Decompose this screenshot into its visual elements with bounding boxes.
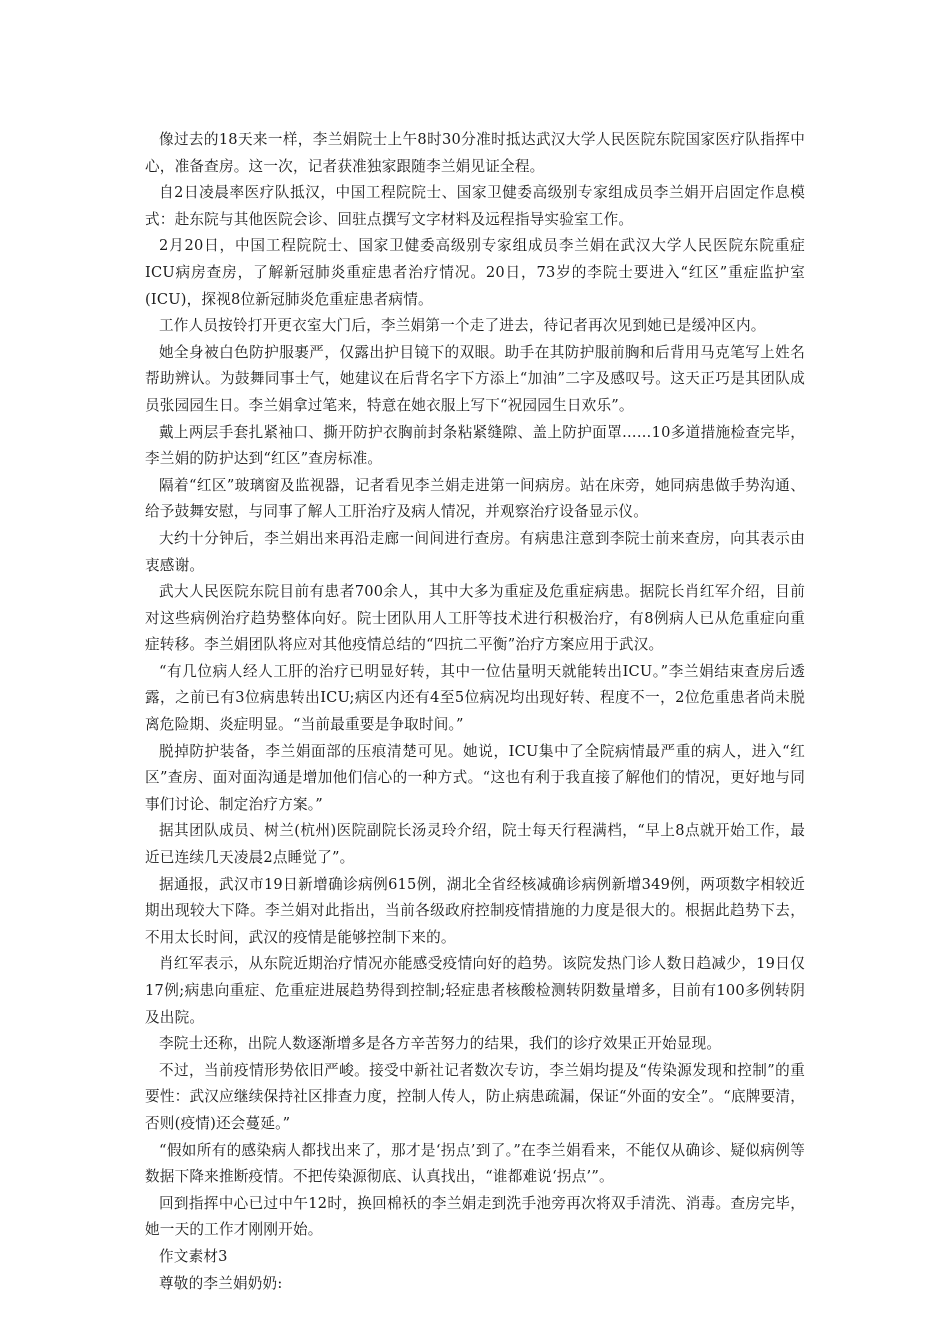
paragraph-5: 她全身被白色防护服裹严，仅露出护目镜下的双眼。助手在其防护服前胸和后背用马克笔写上姓名帮助辨认。为鼓舞同事士气，她建议在后背名字下方添上“加油”二字及感叹号。这天正巧是其团队成员张园园生日。李兰娟拿过笔来，特意在她衣服上写下“祝园园生日欢乐”。 bbox=[145, 343, 805, 414]
paragraph-9: 武大人民医院东院目前有患者700余人，其中大多为重症及危重症病患。据院长肖红军介绍，目前对这些病例治疗趋势整体向好。院士团队用人工肝等技术进行积极治疗，有8例病人已从危重症向重症转移。李兰娟团队将应对其他疫情总结的“四抗二平衡”治疗方案应用于武汉。 bbox=[145, 583, 805, 654]
paragraph-11: 脱掉防护装备，李兰娟面部的压痕清楚可见。她说，ICU集中了全院病情最严重的病人，进入“红区”查房、面对面沟通是增加他们信心的一种方式。“这也有利于我直接了解他们的情况，更好地与同事们讨论、制定治疗方案。” bbox=[145, 742, 805, 813]
paragraph-10: “有几位病人经人工肝的治疗已明显好转，其中一位估量明天就能转出ICU。”李兰娟结束查房后透露，之前已有3位病患转出ICU;病区内还有4至5位病况均出现好转、程度不一，2位危重患者尚未脱离危险期、炎症明显。“当前最重要是争取时间。” bbox=[145, 662, 805, 734]
paragraph-4: 工作人员按铃打开更衣室大门后，李兰娟第一个走了进去，待记者再次见到她已是缓冲区内。 bbox=[159, 317, 766, 335]
article-body bbox=[145, 127, 805, 1297]
section-heading: 作文素材3 bbox=[159, 1247, 228, 1265]
paragraph-2: 自2日凌晨率医疗队抵汉，中国工程院院士、国家卫健委高级别专家组成员李兰娟开启固定作息模式：赴东院与其他医院会诊、回驻点撰写文字材料及远程指导实验室工作。 bbox=[145, 184, 805, 228]
paragraph-3: 2月20日，中国工程院院士、国家卫健委高级别专家组成员李兰娟在武汉大学人民医院东院重症ICU病房查房，了解新冠肺炎重症患者治疗情况。20日，73岁的李院士要进入“红区”重症监护室(ICU)，探视8位新冠肺炎危重症患者病情。 bbox=[145, 237, 805, 308]
paragraph-6: 戴上两层手套扎紧袖口、撕开防护衣胸前封条粘紧缝隙、盖上防护面罩……10多道措施检查完毕，李兰娟的防护达到“红区”查房标准。 bbox=[145, 423, 805, 468]
paragraph-12: 据其团队成员、树兰(杭州)医院副院长汤灵玲介绍，院士每天行程满档，“早上8点就开始工作，最近已连续几天凌晨2点睡觉了”。 bbox=[145, 822, 805, 867]
paragraph-16: 不过，当前疫情形势依旧严峻。接受中新社记者数次专访，李兰娟均提及“传染源发现和控制”的重要性：武汉应继续保持社区排查力度，控制人传人，防止病患疏漏，保证“外面的安全”。“底牌要清，否则(疫情)还会蔓延。” bbox=[145, 1061, 805, 1132]
paragraph-15: 李院士还称，出院人数逐渐增多是各方辛苦努力的结果，我们的诊疗效果正开始显现。 bbox=[159, 1035, 722, 1053]
paragraph-17: “假如所有的感染病人都找出来了，那才是‘拐点’到了。”在李兰娟看来，不能仅从确诊、疑似病例等数据下降来推断疫情。不把传染源彻底、认真找出，“谁都难说‘拐点’”。 bbox=[145, 1141, 805, 1186]
paragraph-1: 像过去的18天来一样，李兰娟院士上午8时30分准时抵达武汉大学人民医院东院国家医疗队指挥中心，准备查房。这一次，记者获准独家跟随李兰娟见证全程。 bbox=[145, 131, 805, 175]
paragraph-18: 回到指挥中心已过中午12时，换回棉袄的李兰娟走到洗手池旁再次将双手清洗、消毒。查房完毕，她一天的工作才刚刚开始。 bbox=[145, 1194, 805, 1239]
letter-salutation: 尊敬的李兰娟奶奶: bbox=[159, 1274, 283, 1292]
paragraph-14: 肖红军表示，从东院近期治疗情况亦能感受疫情向好的趋势。该院发热门诊人数日趋减少，19日仅17例;病患向重症、危重症进展趋势得到控制;轻症患者核酸检测转阴数量增多，目前有100多例转阴及出院。 bbox=[145, 955, 805, 1026]
paragraph-8: 大约十分钟后，李兰娟出来再沿走廊一间间进行查房。有病患注意到李院士前来查房，向其表示由衷感谢。 bbox=[145, 529, 805, 574]
paragraph-7: 隔着“红区”玻璃窗及监视器，记者看见李兰娟走进第一间病房。站在床旁，她同病患做手势沟通、给予鼓舞安慰，与同事了解人工肝治疗及病人情况，并观察治疗设备显示仪。 bbox=[145, 476, 805, 521]
paragraph-13: 据通报，武汉市19日新增确诊病例615例，湖北全省经核减确诊病例新增349例，两项数字相较近期出现较大下降。李兰娟对此指出，当前各级政府控制疫情措施的力度是很大的。根据此趋势下去，不用太长时间，武汉的疫情是能够控制下来的。 bbox=[145, 875, 805, 946]
